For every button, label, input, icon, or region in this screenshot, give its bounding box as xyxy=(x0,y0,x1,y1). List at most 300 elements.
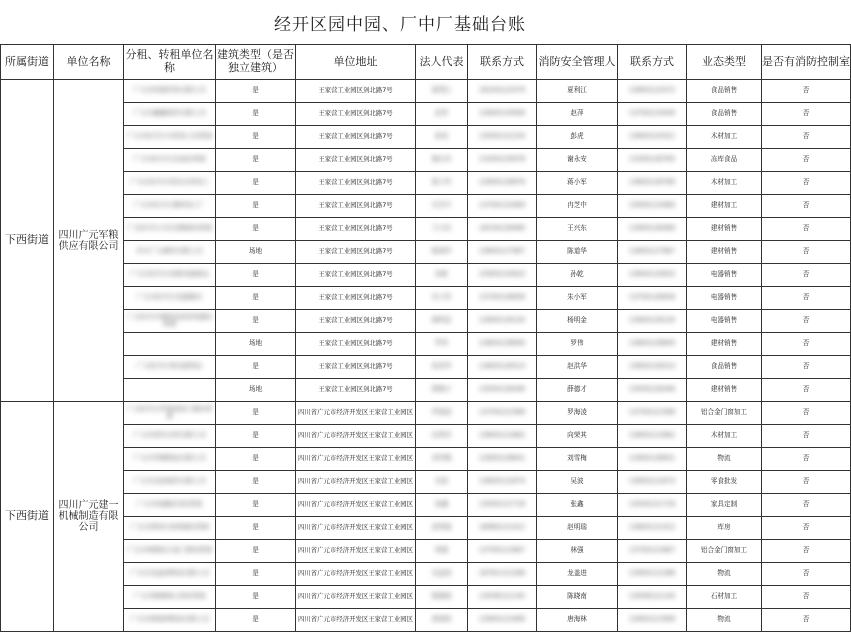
phone-cell-redacted: 13500128346 xyxy=(478,385,526,394)
phone-cell-redacted: 18100123379 xyxy=(478,86,526,95)
legal-rep-cell-redacted: 蒋小军 xyxy=(431,178,452,187)
table-row xyxy=(1,563,851,586)
legal-rep-cell xyxy=(416,609,468,632)
fire-control-cell: 否 xyxy=(762,241,851,264)
street-cell: 下西街道 xyxy=(1,402,54,632)
business-type-cell: 食品销售 xyxy=(687,356,762,379)
subtenant-cell xyxy=(124,264,216,287)
address-cell: 王家营工业园区剑北路7号 xyxy=(296,149,416,172)
col-header-business-type: 业态类型 xyxy=(687,45,762,80)
phone-cell xyxy=(468,402,537,425)
legal-rep-cell xyxy=(416,149,468,172)
legal-rep-cell-redacted: 夏利江 xyxy=(431,86,452,95)
col-header-subtenant: 分租、转租单位名称 xyxy=(124,45,216,80)
legal-rep-cell xyxy=(416,379,468,402)
manager-phone-cell-redacted: 13700123449 xyxy=(628,109,676,118)
manager-phone-cell xyxy=(618,517,687,540)
phone-cell xyxy=(468,586,537,609)
fire-control-cell: 否 xyxy=(762,310,851,333)
manager-phone-cell-redacted: 13800123372 xyxy=(628,86,676,95)
subtenant-cell xyxy=(124,379,216,402)
business-type-cell: 家具定制 xyxy=(687,494,762,517)
manager-phone-cell-redacted: 13800121662 xyxy=(628,431,676,440)
subtenant-cell-redacted: 广元市经开区建材加工厂 xyxy=(133,201,206,210)
manager-phone-cell-redacted: 13508121140 xyxy=(628,592,676,601)
subtenant-cell-redacted: 广元市经开区冻品经营部 xyxy=(133,155,206,164)
subtenant-cell-redacted: 广元市雪梅物流有限公司 xyxy=(133,454,206,463)
phone-cell xyxy=(468,241,537,264)
phone-cell-redacted: 13900129876 xyxy=(478,178,526,187)
address-cell: 王家营工业园区剑北路7号 xyxy=(296,126,416,149)
business-type-cell: 铝合金门窗加工 xyxy=(687,540,762,563)
legal-rep-cell xyxy=(416,172,468,195)
phone-cell xyxy=(468,172,537,195)
fire-manager-cell: 薛德才 xyxy=(537,379,618,402)
table-row xyxy=(1,540,851,563)
building-type-cell: 是 xyxy=(216,402,296,425)
subtenant-cell xyxy=(124,517,216,540)
address-cell: 王家营工业园区剑北路7号 xyxy=(296,195,416,218)
address-cell: 王家营工业园区剑北路7号 xyxy=(296,333,416,356)
building-type-cell: 是 xyxy=(216,172,296,195)
manager-phone-cell-redacted: 13500128346 xyxy=(628,385,676,394)
address-cell: 王家营工业园区剑北路7号 xyxy=(296,287,416,310)
subtenant-cell xyxy=(124,356,216,379)
address-cell: 王家营工业园区剑北路7号 xyxy=(296,103,416,126)
business-type-cell: 木材加工 xyxy=(687,425,762,448)
legal-rep-cell-redacted: 朱小军 xyxy=(431,293,452,302)
manager-phone-cell xyxy=(618,471,687,494)
col-header-legal-rep: 法人代表 xyxy=(416,45,468,80)
legal-rep-cell xyxy=(416,448,468,471)
manager-phone-cell xyxy=(618,333,687,356)
manager-phone-cell xyxy=(618,494,687,517)
subtenant-cell-redacted: 广元市恒源贸易有限公司 xyxy=(133,86,206,95)
phone-cell-redacted: 13300125678 xyxy=(478,155,526,164)
phone-cell-redacted: 13800121662 xyxy=(478,431,526,440)
table-row xyxy=(1,195,851,218)
building-type-cell: 是 xyxy=(216,425,296,448)
fire-control-cell: 否 xyxy=(762,402,851,425)
fire-manager-cell: 赵洪华 xyxy=(537,356,618,379)
fire-control-cell: 否 xyxy=(762,517,851,540)
phone-cell-redacted: 18980121412 xyxy=(478,523,526,532)
phone-cell-redacted: 13700121667 xyxy=(478,546,526,555)
fire-manager-cell: 杨明金 xyxy=(537,310,618,333)
legal-rep-cell-redacted: 刘雪梅 xyxy=(431,454,452,463)
legal-rep-cell-redacted: 向荣其 xyxy=(431,431,452,440)
phone-cell-redacted: 13600121874 xyxy=(478,477,526,486)
manager-phone-cell-redacted: 13800128694 xyxy=(628,339,676,348)
fire-manager-cell: 陈晓南 xyxy=(537,586,618,609)
ledger-title: 经开区园中园、厂中厂基础台账 xyxy=(274,14,526,35)
legal-rep-cell xyxy=(416,517,468,540)
manager-phone-cell-redacted: 13700121568 xyxy=(628,408,676,417)
legal-rep-cell xyxy=(416,103,468,126)
ledger-table xyxy=(0,44,851,632)
subtenant-cell xyxy=(124,540,216,563)
manager-phone-cell xyxy=(618,563,687,586)
manager-phone-cell xyxy=(618,402,687,425)
building-type-cell: 是 xyxy=(216,287,296,310)
legal-rep-cell-redacted: 罗伟 xyxy=(434,339,449,348)
phone-cell xyxy=(468,287,537,310)
subtenant-cell xyxy=(124,402,216,425)
phone-cell-redacted: 13700126658 xyxy=(478,293,526,302)
business-type-cell: 食品销售 xyxy=(687,80,762,103)
phone-cell-redacted: 13500121234 xyxy=(478,132,526,141)
legal-rep-cell-redacted: 赵萍 xyxy=(434,109,449,118)
manager-phone-cell xyxy=(618,287,687,310)
manager-phone-cell xyxy=(618,241,687,264)
col-header-building-type: 建筑类型（是否独立建筑） xyxy=(216,45,296,80)
phone-cell-redacted: 13800128694 xyxy=(478,339,526,348)
table-row xyxy=(1,287,851,310)
table-row xyxy=(1,356,851,379)
fire-manager-cell: 向荣其 xyxy=(537,425,618,448)
fire-control-cell: 否 xyxy=(762,264,851,287)
legal-rep-cell xyxy=(416,126,468,149)
address-cell: 王家营工业园区剑北路7号 xyxy=(296,218,416,241)
fire-control-cell: 否 xyxy=(762,379,851,402)
fire-manager-cell: 唐海林 xyxy=(537,609,618,632)
business-type-cell: 冻库食品 xyxy=(687,149,762,172)
table-row xyxy=(1,172,851,195)
fire-manager-cell: 罗伟 xyxy=(537,333,618,356)
manager-phone-cell xyxy=(618,379,687,402)
subtenant-cell xyxy=(124,287,216,310)
manager-phone-cell xyxy=(618,80,687,103)
address-cell: 四川省广元市经济开发区王家营工业园区 xyxy=(296,425,416,448)
phone-cell xyxy=(468,425,537,448)
subtenant-cell-redacted: 广元经开区罗海凌铝门窗经营部 xyxy=(126,404,213,420)
address-cell: 王家营工业园区剑北路7号 xyxy=(296,241,416,264)
business-type-cell: 电器销售 xyxy=(687,310,762,333)
phone-cell xyxy=(468,517,537,540)
address-cell: 王家营工业园区剑北路7号 xyxy=(296,264,416,287)
legal-rep-cell xyxy=(416,80,468,103)
phone-cell-redacted: 15900125833 xyxy=(478,270,526,279)
subtenant-cell xyxy=(124,172,216,195)
subtenant-cell xyxy=(124,471,216,494)
business-type-cell: 木材加工 xyxy=(687,126,762,149)
legal-rep-cell-redacted: 彭虎 xyxy=(434,132,449,141)
phone-cell xyxy=(468,494,537,517)
table-row xyxy=(1,264,851,287)
manager-phone-cell-redacted: 13800127967 xyxy=(628,247,676,256)
legal-rep-cell-redacted: 赵明瑞 xyxy=(431,523,452,532)
unit-name-cell: 四川广元军粮供应有限公司 xyxy=(54,80,124,402)
business-type-cell: 建材销售 xyxy=(687,379,762,402)
unit-name-cell: 四川广元建一机械制造有限公司 xyxy=(54,402,124,632)
table-row xyxy=(1,494,851,517)
subtenant-cell-redacted: 四川广元建材有限公司 xyxy=(136,247,203,256)
table-row xyxy=(1,241,851,264)
business-type-cell: 铝合金门窗加工 xyxy=(687,402,762,425)
manager-phone-cell-redacted: 13600128313 xyxy=(628,362,676,371)
business-type-cell: 食品销售 xyxy=(687,103,762,126)
address-cell: 四川省广元市经济开发区王家营工业园区 xyxy=(296,609,416,632)
table-row xyxy=(1,517,851,540)
address-cell: 王家营工业园区剑北路7号 xyxy=(296,356,416,379)
phone-cell-redacted: 13900124569 xyxy=(478,109,526,118)
building-type-cell: 是 xyxy=(216,448,296,471)
table-row xyxy=(1,609,851,632)
subtenant-cell xyxy=(124,448,216,471)
legal-rep-cell-redacted: 冉芝中 xyxy=(431,201,452,210)
building-type-cell: 是 xyxy=(216,540,296,563)
business-type-cell: 物流 xyxy=(687,609,762,632)
legal-rep-cell-redacted: 张鑫 xyxy=(434,500,449,509)
phone-cell xyxy=(468,195,537,218)
fire-control-cell: 否 xyxy=(762,333,851,356)
phone-cell xyxy=(468,356,537,379)
business-type-cell: 建材销售 xyxy=(687,218,762,241)
subtenant-cell-redacted: 广元市经开区电器超市 xyxy=(136,293,203,302)
subtenant-cell-redacted: 广元市经开区孙乾电器商店 xyxy=(129,270,210,279)
manager-phone-cell-redacted: 13800121412 xyxy=(628,523,676,532)
fire-control-cell: 否 xyxy=(762,218,851,241)
phone-cell xyxy=(468,448,537,471)
subtenant-cell xyxy=(124,563,216,586)
fire-control-cell: 否 xyxy=(762,609,851,632)
phone-cell xyxy=(468,310,537,333)
phone-cell xyxy=(468,379,537,402)
building-type-cell: 是 xyxy=(216,126,296,149)
fire-control-cell: 否 xyxy=(762,471,851,494)
street-cell: 下西街道 xyxy=(1,80,54,402)
fire-manager-cell: 罗海凌 xyxy=(537,402,618,425)
legal-rep-cell-redacted: 罗海凌 xyxy=(431,408,452,417)
manager-phone-cell xyxy=(618,448,687,471)
address-cell: 四川省广元市经济开发区王家营工业园区 xyxy=(296,517,416,540)
phone-cell xyxy=(468,540,537,563)
address-cell: 四川省广元市经济开发区王家营工业园区 xyxy=(296,586,416,609)
subtenant-cell-redacted: 广元市利州区赵明瑞经营部 xyxy=(129,523,210,532)
manager-phone-cell-redacted: 13700121667 xyxy=(628,546,676,555)
address-cell: 王家营工业园区剑北路7号 xyxy=(296,80,416,103)
table-row xyxy=(1,471,851,494)
col-header-address: 单位地址 xyxy=(296,45,416,80)
phone-cell xyxy=(468,126,537,149)
subtenant-cell xyxy=(124,80,216,103)
phone-cell xyxy=(468,264,537,287)
building-type-cell: 是 xyxy=(216,517,296,540)
subtenant-cell xyxy=(124,126,216,149)
manager-phone-cell-redacted: 13900126489 xyxy=(628,224,676,233)
subtenant-cell xyxy=(124,195,216,218)
subtenant-cell xyxy=(124,310,216,333)
address-cell: 四川省广元市经济开发区王家营工业园区 xyxy=(296,540,416,563)
business-type-cell: 物流 xyxy=(687,563,762,586)
manager-phone-cell xyxy=(618,356,687,379)
fire-manager-cell: 夏利江 xyxy=(537,80,618,103)
subtenant-cell-redacted: 广元经开区杨明金家用电器经营部 xyxy=(126,312,213,328)
address-cell: 四川省广元市经济开发区王家营工业园区 xyxy=(296,494,416,517)
legal-rep-cell xyxy=(416,425,468,448)
building-type-cell: 是 xyxy=(216,563,296,586)
fire-manager-cell: 王兴东 xyxy=(537,218,618,241)
table-row xyxy=(1,149,851,172)
phone-cell-redacted: 18781121288 xyxy=(478,569,526,578)
subtenant-cell-redacted: 广元市林强铝合金门窗经营部 xyxy=(126,546,213,555)
manager-phone-cell-redacted: 13993121999 xyxy=(628,615,676,624)
fire-manager-cell: 彭虎 xyxy=(537,126,618,149)
legal-rep-cell-redacted: 杨明金 xyxy=(431,316,452,325)
building-type-cell: 是 xyxy=(216,80,296,103)
table-row xyxy=(1,448,851,471)
legal-rep-cell xyxy=(416,195,468,218)
phone-cell-redacted: 13800127967 xyxy=(478,247,526,256)
building-type-cell: 是 xyxy=(216,195,296,218)
business-type-cell: 石材加工 xyxy=(687,586,762,609)
fire-manager-cell: 陈道华 xyxy=(537,241,618,264)
phone-cell-redacted: 13900128641 xyxy=(478,454,526,463)
subtenant-cell-redacted: 广元市鑫鑫商贸有限公司 xyxy=(133,109,206,118)
manager-phone-cell xyxy=(618,149,687,172)
col-header-fire-control-room: 是否有消防控制室 xyxy=(762,45,851,80)
business-type-cell: 电器销售 xyxy=(687,264,762,287)
fire-control-cell: 否 xyxy=(762,149,851,172)
fire-manager-cell: 赵明瑞 xyxy=(537,517,618,540)
fire-control-cell: 否 xyxy=(762,448,851,471)
table-row xyxy=(1,310,851,333)
phone-cell xyxy=(468,218,537,241)
subtenant-cell-redacted: 广元市龙盖进物流有限公司 xyxy=(129,569,210,578)
manager-phone-cell xyxy=(618,586,687,609)
phone-cell-redacted: 13900129130 xyxy=(478,316,526,325)
subtenant-cell-redacted: 广元经开区兴东美陶瓷经营部 xyxy=(126,224,213,233)
table-row xyxy=(1,103,851,126)
legal-rep-cell-redacted: 林强 xyxy=(434,546,449,555)
legal-rep-cell-redacted: 王兴东 xyxy=(431,224,452,233)
phone-cell xyxy=(468,80,537,103)
phone-cell xyxy=(468,471,537,494)
table-row xyxy=(1,218,851,241)
phone-cell xyxy=(468,149,537,172)
fire-control-cell: 否 xyxy=(762,586,851,609)
building-type-cell: 是 xyxy=(216,586,296,609)
phone-cell-redacted: 13700121568 xyxy=(478,408,526,417)
business-type-cell: 零食批发 xyxy=(687,471,762,494)
header-row xyxy=(1,45,851,80)
legal-rep-cell-redacted: 赵洪华 xyxy=(431,362,452,371)
manager-phone-cell-redacted: 13900121288 xyxy=(628,569,676,578)
manager-phone-cell-redacted: 13600124321 xyxy=(628,132,676,141)
manager-phone-cell-redacted: 13500121718 xyxy=(628,500,676,509)
phone-cell-redacted: 13700123469 xyxy=(478,201,526,210)
building-type-cell: 场地 xyxy=(216,241,296,264)
legal-rep-cell-redacted: 陈晓南 xyxy=(431,592,452,601)
building-type-cell: 是 xyxy=(216,471,296,494)
manager-phone-cell-redacted: 13300128765 xyxy=(628,155,676,164)
phone-cell-redacted: 13600128313 xyxy=(478,362,526,371)
subtenant-cell-redacted: 广元市经开区木材加工经营部 xyxy=(126,132,213,141)
subtenant-cell xyxy=(124,241,216,264)
fire-control-cell: 否 xyxy=(762,172,851,195)
legal-rep-cell xyxy=(416,586,468,609)
manager-phone-cell-redacted: 15900123469 xyxy=(628,201,676,210)
building-type-cell: 是 xyxy=(216,609,296,632)
phone-cell-redacted: 13993121999 xyxy=(478,615,526,624)
table-row xyxy=(1,402,851,425)
legal-rep-cell-redacted: 陈道华 xyxy=(431,247,452,256)
legal-rep-cell-redacted: 谢永安 xyxy=(431,155,452,164)
col-header-phone: 联系方式 xyxy=(468,45,537,80)
manager-phone-cell-redacted: 13600125833 xyxy=(628,270,676,279)
legal-rep-cell-redacted: 吴波 xyxy=(434,477,449,486)
building-type-cell: 是 xyxy=(216,264,296,287)
manager-phone-cell xyxy=(618,195,687,218)
subtenant-cell-redacted: 广元经开区林杰便利店 xyxy=(136,362,203,371)
business-type-cell: 库房 xyxy=(687,517,762,540)
fire-manager-cell: 林强 xyxy=(537,540,618,563)
fire-control-cell: 否 xyxy=(762,287,851,310)
legal-rep-cell xyxy=(416,402,468,425)
business-type-cell: 木材加工 xyxy=(687,172,762,195)
legal-rep-cell xyxy=(416,333,468,356)
building-type-cell: 是 xyxy=(216,310,296,333)
legal-rep-cell-redacted: 孙乾 xyxy=(434,270,449,279)
building-type-cell: 是 xyxy=(216,103,296,126)
fire-manager-cell: 赵萍 xyxy=(537,103,618,126)
subtenant-cell xyxy=(124,609,216,632)
table-row xyxy=(1,425,851,448)
business-type-cell: 物流 xyxy=(687,448,762,471)
business-type-cell: 建材销售 xyxy=(687,333,762,356)
building-type-cell: 场地 xyxy=(216,333,296,356)
table-row xyxy=(1,379,851,402)
manager-phone-cell xyxy=(618,540,687,563)
legal-rep-cell xyxy=(416,264,468,287)
subtenant-cell xyxy=(124,333,216,356)
fire-manager-cell: 孙乾 xyxy=(537,264,618,287)
legal-rep-cell xyxy=(416,540,468,563)
subtenant-cell xyxy=(124,494,216,517)
col-header-unit: 单位名称 xyxy=(54,45,124,80)
address-cell: 四川省广元市经济开发区王家营工业园区 xyxy=(296,402,416,425)
manager-phone-cell xyxy=(618,218,687,241)
col-header-manager-phone: 联系方式 xyxy=(618,45,687,80)
subtenant-cell-redacted: 广元市张鑫家具经营部 xyxy=(136,500,203,509)
address-cell: 王家营工业园区剑北路7号 xyxy=(296,310,416,333)
subtenant-cell xyxy=(124,103,216,126)
phone-cell xyxy=(468,103,537,126)
building-type-cell: 是 xyxy=(216,494,296,517)
fire-control-cell: 否 xyxy=(762,195,851,218)
table-row xyxy=(1,586,851,609)
phone-cell-redacted: 13508121140 xyxy=(478,592,526,601)
legal-rep-cell xyxy=(416,563,468,586)
manager-phone-cell xyxy=(618,103,687,126)
business-type-cell: 电器销售 xyxy=(687,287,762,310)
building-type-cell: 是 xyxy=(216,356,296,379)
phone-cell xyxy=(468,609,537,632)
subtenant-cell-redacted: 广元市荣其木材有限公司 xyxy=(133,431,206,440)
manager-phone-cell-redacted: 13700126658 xyxy=(628,293,676,302)
manager-phone-cell xyxy=(618,310,687,333)
fire-control-cell: 否 xyxy=(762,103,851,126)
legal-rep-cell xyxy=(416,356,468,379)
fire-manager-cell: 龙盖进 xyxy=(537,563,618,586)
address-cell: 四川省广元市经济开发区王家营工业园区 xyxy=(296,563,416,586)
ledger-body xyxy=(1,80,851,632)
legal-rep-cell-redacted: 唐海林 xyxy=(431,615,452,624)
fire-manager-cell: 谢永安 xyxy=(537,149,618,172)
fire-control-cell: 否 xyxy=(762,540,851,563)
phone-cell xyxy=(468,563,537,586)
fire-control-cell: 否 xyxy=(762,126,851,149)
